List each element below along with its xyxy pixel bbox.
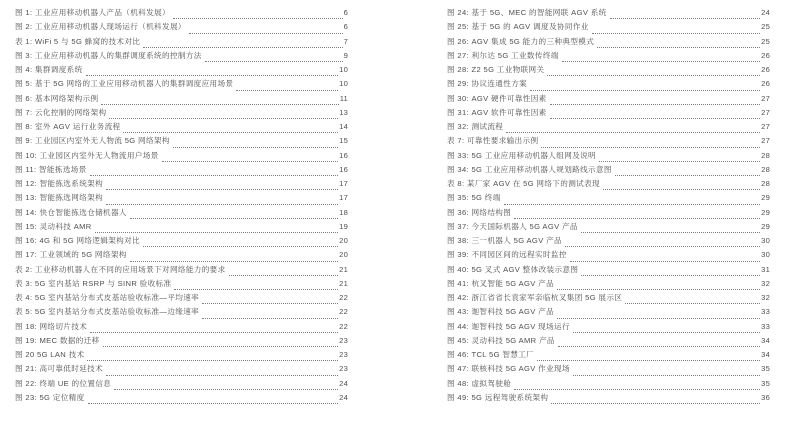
toc-entry-label: 图 44: 迦智科技 5G AGV 现场运行 — [447, 321, 570, 331]
toc-entry-label: 图 32: 测试流程 — [447, 122, 504, 131]
dotted-leader — [550, 117, 761, 119]
toc-entry-page-number: 18 — [339, 207, 348, 217]
dotted-leader — [541, 146, 760, 148]
toc-entry-label: 图 37: 今天国际机器人 5G AGV 产品 — [447, 221, 578, 231]
toc-entry-label: 图 26: AGV 集成 5G 能力的三种典型模式 — [447, 36, 595, 46]
toc-entry-page-number: 25 — [761, 22, 770, 32]
toc-entry[interactable] — [15, 21, 348, 35]
toc-entry[interactable] — [447, 150, 770, 164]
toc-entry-label: 图 5: 基于 5G 网络的工业应用移动机器人的集群调度应用场景 — [15, 79, 234, 89]
toc-entry-page-number: 24 — [339, 392, 348, 402]
toc-entry-page-number: 19 — [339, 221, 348, 231]
toc-entry-page-number: 16 — [339, 164, 348, 174]
dotted-leader — [109, 117, 338, 119]
toc-entry[interactable] — [15, 363, 348, 377]
toc-entry-label: 图 14: 快仓智能拣选仓储机器人 — [15, 207, 127, 217]
toc-entry[interactable] — [447, 164, 770, 178]
toc-entry[interactable] — [15, 178, 348, 192]
dotted-leader — [205, 60, 343, 62]
toc-entry-label: 表 3: 5G 室内基站 RSRP 与 SINR 验收标准 — [15, 278, 172, 288]
toc-entry-label: 图 2: 工业应用移动机器人现场运行（机科发展） — [15, 22, 186, 32]
dotted-leader — [603, 188, 760, 190]
toc-entry-label: 图 49: 5G 远程驾驶系统架构 — [447, 392, 549, 402]
toc-entry-label: 图 18: 网络切片技术 — [15, 321, 88, 331]
toc-entry-page-number: 32 — [761, 278, 770, 288]
toc-entry-page-number: 28 — [761, 179, 770, 188]
toc-entry-label: 图 30: AGV 硬件可靠性因素 — [447, 93, 547, 103]
toc-entry-label: 表 8: 某厂家 AGV 在 5G 网络下的测试表现 — [447, 179, 600, 188]
toc-entry-page-number: 34 — [761, 335, 770, 345]
toc-entry-label: 图 39: 不同园区间的远程实时监控 — [447, 250, 567, 260]
toc-entry[interactable] — [15, 235, 348, 249]
toc-entry-page-number: 29 — [761, 221, 770, 231]
dotted-leader — [202, 317, 338, 319]
toc-entry-label: 图 41: 杭叉智能 5G AGV 产品 — [447, 278, 555, 288]
dotted-leader — [581, 231, 760, 233]
toc-entry-page-number: 28 — [761, 164, 770, 174]
toc-entry[interactable] — [447, 264, 770, 278]
toc-entry-label: 图 42: 浙江省省长袁家军亲临杭叉集团 5G 展示区 — [447, 293, 623, 302]
toc-entry-label: 图 3: 工业应用移动机器人的集群调度系统的控制方法 — [15, 50, 202, 60]
dotted-leader — [558, 345, 760, 347]
toc-entry-label: 图 16: 4G 和 5G 网络逻辑架构对比 — [15, 236, 141, 245]
dotted-leader — [530, 89, 760, 91]
toc-entry-page-number: 30 — [761, 250, 770, 260]
toc-entry[interactable] — [447, 363, 770, 377]
toc-entry-label: 图 33: 5G 工业应用移动机器人组网及说明 — [447, 150, 596, 160]
dotted-leader — [573, 374, 760, 376]
toc-entry-page-number: 13 — [339, 107, 348, 117]
toc-entry-label: 图 6: 基本网络架构示例 — [15, 93, 99, 103]
toc-entry-page-number: 10 — [339, 65, 348, 74]
toc-entry[interactable] — [15, 64, 348, 78]
toc-entry-page-number: 23 — [339, 350, 348, 359]
toc-entry-label: 表 7: 可靠性要求输出示例 — [447, 136, 539, 146]
dotted-leader — [506, 131, 760, 133]
dotted-leader — [514, 388, 760, 390]
toc-entry-page-number: 26 — [761, 50, 770, 60]
toc-entry-label: 图 23: 5G 定位精度 — [15, 392, 85, 402]
toc-entry-label: 图 20 5G LAN 技术 — [15, 350, 85, 359]
toc-entry-page-number: 21 — [339, 278, 348, 288]
toc-entry-label: 表 4: 5G 室内基站分布式皮基站验收标准—平均速率 — [15, 293, 200, 302]
toc-entry[interactable] — [447, 221, 770, 235]
toc-entry-page-number: 9 — [343, 50, 348, 60]
dotted-leader — [537, 359, 760, 361]
toc-entry-label: 图 34: 5G 工业应用移动机器人规划路线示意图 — [447, 164, 612, 174]
toc-entry-page-number: 25 — [761, 36, 770, 46]
dotted-leader — [143, 245, 338, 247]
toc-column-right — [447, 7, 770, 406]
dotted-leader — [88, 402, 339, 404]
toc-entry-label: 图 43: 迦智科技 5G AGV 产品 — [447, 307, 555, 317]
toc-entry-page-number: 22 — [339, 293, 348, 302]
toc-entry[interactable] — [15, 164, 348, 178]
toc-entry-label: 图 28: Z2 5G 工业物联网关 — [447, 65, 545, 74]
toc-entry-page-number: 20 — [339, 250, 348, 260]
toc-entry[interactable] — [447, 349, 770, 363]
toc-entry[interactable] — [15, 306, 348, 320]
toc-entry-page-number: 32 — [761, 293, 770, 302]
toc-entry-page-number: 27 — [761, 122, 770, 131]
toc-entry-page-number: 14 — [339, 122, 348, 131]
toc-entry[interactable] — [447, 392, 770, 406]
toc-entry-page-number: 24 — [339, 378, 348, 388]
toc-entry-label: 图 7: 云化控制的网络架构 — [15, 107, 107, 117]
toc-entry[interactable] — [15, 278, 348, 292]
dotted-leader — [610, 17, 761, 19]
toc-entry-label: 图 13: 智能拣选网络架构 — [15, 193, 104, 203]
toc-entry-page-number: 10 — [339, 79, 348, 89]
dotted-leader — [114, 388, 338, 390]
toc-entry-label: 图 38: 三一机器人 5G AGV 产品 — [447, 236, 562, 245]
toc-entry-label: 表 5: 5G 室内基站分布式皮基站验收标准—边缘速率 — [15, 307, 200, 317]
toc-entry-page-number: 11 — [339, 93, 348, 103]
dotted-leader — [202, 302, 338, 304]
toc-entry-page-number: 34 — [761, 350, 770, 359]
dotted-leader — [103, 345, 339, 347]
toc-entry[interactable] — [15, 321, 348, 335]
toc-entry-page-number: 27 — [761, 93, 770, 103]
dotted-leader — [551, 402, 760, 404]
dotted-leader — [173, 17, 343, 19]
toc-entry[interactable] — [447, 192, 770, 206]
toc-entry-page-number: 29 — [761, 193, 770, 203]
toc-entry[interactable] — [15, 107, 348, 121]
dotted-leader — [86, 74, 339, 76]
toc-entry-label: 图 11: 智能拣选场景 — [15, 164, 87, 174]
toc-entry[interactable] — [447, 278, 770, 292]
dotted-leader — [550, 103, 761, 105]
toc-entry[interactable] — [15, 135, 348, 149]
toc-entry[interactable] — [15, 78, 348, 92]
toc-entry-page-number: 30 — [761, 236, 770, 245]
dotted-leader — [123, 131, 338, 133]
toc-entry-page-number: 28 — [761, 150, 770, 160]
toc-entry-label: 图 31: AGV 软件可靠性因素 — [447, 107, 547, 117]
toc-entry-page-number: 23 — [339, 364, 348, 374]
toc-entry-page-number: 27 — [761, 136, 770, 146]
toc-entry-label: 图 46: TCL 5G 智慧工厂 — [447, 350, 535, 359]
dotted-leader — [101, 103, 338, 105]
toc-entry[interactable] — [447, 178, 770, 192]
dotted-leader — [504, 203, 760, 205]
dotted-leader — [174, 288, 338, 290]
toc-entry[interactable] — [15, 36, 348, 50]
toc-entry-page-number: 26 — [761, 79, 770, 89]
dotted-leader — [236, 89, 338, 91]
toc-entry-label: 图 40: 5G 叉式 AGV 整体改装示意图 — [447, 264, 579, 274]
toc-entry-page-number: 29 — [761, 207, 770, 217]
toc-entry-page-number: 6 — [343, 22, 348, 32]
dotted-leader — [106, 188, 338, 190]
toc-entry-label: 图 9: 工业园区内室外无人物流 5G 网络架构 — [15, 136, 170, 146]
toc-entry-label: 表 1: WiFi 5 与 5G 蜂窝的技术对比 — [15, 36, 141, 46]
dotted-leader — [625, 302, 760, 304]
dotted-leader — [514, 217, 760, 219]
toc-entry-label: 图 12: 智能拣选系统架构 — [15, 179, 104, 188]
toc-entry-label: 图 17: 工业领域的 5G 网络架构 — [15, 250, 127, 260]
dotted-leader — [90, 174, 339, 176]
dotted-leader — [229, 274, 339, 276]
toc-entry-page-number: 31 — [761, 264, 770, 274]
toc-entry[interactable] — [15, 50, 348, 64]
dotted-leader — [597, 46, 760, 48]
dotted-leader — [547, 74, 760, 76]
dotted-leader — [557, 288, 760, 290]
toc-entry-page-number: 33 — [761, 307, 770, 317]
toc-entry[interactable] — [15, 349, 348, 363]
toc-entry-page-number: 26 — [761, 65, 770, 74]
toc-entry-page-number: 6 — [343, 8, 348, 17]
toc-entry-page-number: 7 — [343, 36, 348, 46]
dotted-leader — [189, 32, 343, 34]
toc-entry[interactable] — [15, 221, 348, 235]
toc-entry-label: 图 21: 高可靠低时延技术 — [15, 364, 104, 374]
toc-entry[interactable] — [447, 292, 770, 306]
toc-entry[interactable] — [447, 7, 770, 21]
dotted-leader — [573, 331, 760, 333]
dotted-leader — [615, 174, 760, 176]
dotted-leader — [130, 217, 338, 219]
toc-entry-page-number: 15 — [339, 136, 348, 146]
toc-entry-label: 图 48: 虚拟驾驶舱 — [447, 378, 512, 388]
toc-entry-label: 图 35: 5G 终端 — [447, 193, 501, 203]
toc-entry[interactable] — [447, 93, 770, 107]
toc-entry-page-number: 33 — [761, 321, 770, 331]
toc-entry-page-number: 17 — [339, 179, 348, 188]
toc-entry[interactable] — [15, 7, 348, 21]
toc-entry[interactable] — [447, 21, 770, 35]
toc-entry-label: 图 24: 基于 5G、MEC 的智能网联 AGV 系统 — [447, 8, 607, 17]
toc-column-left — [15, 7, 348, 406]
toc-entry-label: 图 27: 利尔达 5G 工业数传终端 — [447, 50, 559, 60]
toc-entry[interactable] — [447, 50, 770, 64]
toc-entry-page-number: 36 — [761, 392, 770, 402]
toc-entry-label: 图 36: 网络结构图 — [447, 207, 512, 217]
toc-entry-page-number: 22 — [339, 321, 348, 331]
toc-entry-label: 图 10: 工业园区内室外无人物流用户场景 — [15, 150, 159, 160]
dotted-leader — [599, 160, 760, 162]
toc-entry[interactable] — [447, 335, 770, 349]
toc-entry[interactable] — [447, 235, 770, 249]
toc-entry[interactable] — [15, 192, 348, 206]
toc-entry-label: 图 29: 协议连通性方案 — [447, 79, 528, 89]
toc-entry-page-number: 27 — [761, 107, 770, 117]
dotted-leader — [592, 32, 760, 34]
toc-entry-page-number: 20 — [339, 236, 348, 245]
toc-entry[interactable] — [447, 36, 770, 50]
toc-entry[interactable] — [15, 121, 348, 135]
toc-entry-label: 图 47: 联核科技 5G AGV 作业现场 — [447, 364, 570, 374]
toc-entry[interactable] — [447, 207, 770, 221]
dotted-leader — [557, 317, 760, 319]
toc-entry[interactable] — [447, 121, 770, 135]
toc-entry-label: 图 45: 灵动科技 5G AMR 产品 — [447, 335, 555, 345]
toc-entry[interactable] — [15, 378, 348, 392]
dotted-leader — [87, 359, 338, 361]
toc-entry-page-number: 24 — [761, 8, 770, 17]
dotted-leader — [106, 203, 338, 205]
dotted-leader — [106, 374, 338, 376]
toc-entry[interactable] — [15, 150, 348, 164]
toc-entry[interactable] — [447, 107, 770, 121]
dotted-leader — [130, 260, 338, 262]
toc-entry[interactable] — [447, 78, 770, 92]
toc-entry-label: 图 25: 基于 5G 的 AGV 调度及协同作业 — [447, 22, 589, 32]
dotted-leader — [562, 60, 760, 62]
toc-entry-page-number: 17 — [339, 193, 348, 203]
toc-entry[interactable] — [15, 335, 348, 349]
toc-entry-label: 图 4: 集群调度系统 — [15, 65, 83, 74]
toc-entry-label: 图 19: MEC 数据的迁移 — [15, 335, 100, 345]
toc-entry-label: 图 1: 工业应用移动机器人产品（机科发展） — [15, 8, 170, 17]
toc-entry[interactable] — [447, 321, 770, 335]
dotted-leader — [90, 331, 338, 333]
dotted-leader — [581, 274, 760, 276]
toc-entry[interactable] — [447, 378, 770, 392]
dotted-leader — [95, 231, 339, 233]
toc-entry-page-number: 16 — [339, 150, 348, 160]
toc-entry-label: 图 22: 终端 UE 的位置信息 — [15, 378, 112, 388]
dotted-leader — [570, 260, 760, 262]
toc-entry-label: 图 8: 室外 AGV 运行业务流程 — [15, 122, 121, 131]
toc-entry-page-number: 35 — [761, 378, 770, 388]
toc-entry-label: 表 2: 工业移动机器人在不同的应用场景下对网络能力的要求 — [15, 264, 226, 274]
toc-entry[interactable] — [15, 392, 348, 406]
dotted-leader — [143, 46, 342, 48]
toc-entry-page-number: 35 — [761, 364, 770, 374]
toc-entry[interactable] — [15, 93, 348, 107]
toc-entry[interactable] — [15, 207, 348, 221]
toc-entry[interactable] — [15, 292, 348, 306]
toc-entry[interactable] — [447, 306, 770, 320]
toc-entry-page-number: 22 — [339, 307, 348, 317]
toc-entry[interactable] — [447, 135, 770, 149]
toc-entry[interactable] — [447, 249, 770, 263]
toc-entry[interactable] — [447, 64, 770, 78]
dotted-leader — [173, 146, 338, 148]
toc-entry-label: 图 15: 灵动科技 AMR — [15, 221, 92, 231]
toc-entry[interactable] — [15, 249, 348, 263]
dotted-leader — [565, 245, 760, 247]
toc-entry[interactable] — [15, 264, 348, 278]
dotted-leader — [162, 160, 339, 162]
toc-entry-page-number: 23 — [339, 335, 348, 345]
toc-entry-page-number: 21 — [339, 264, 348, 274]
